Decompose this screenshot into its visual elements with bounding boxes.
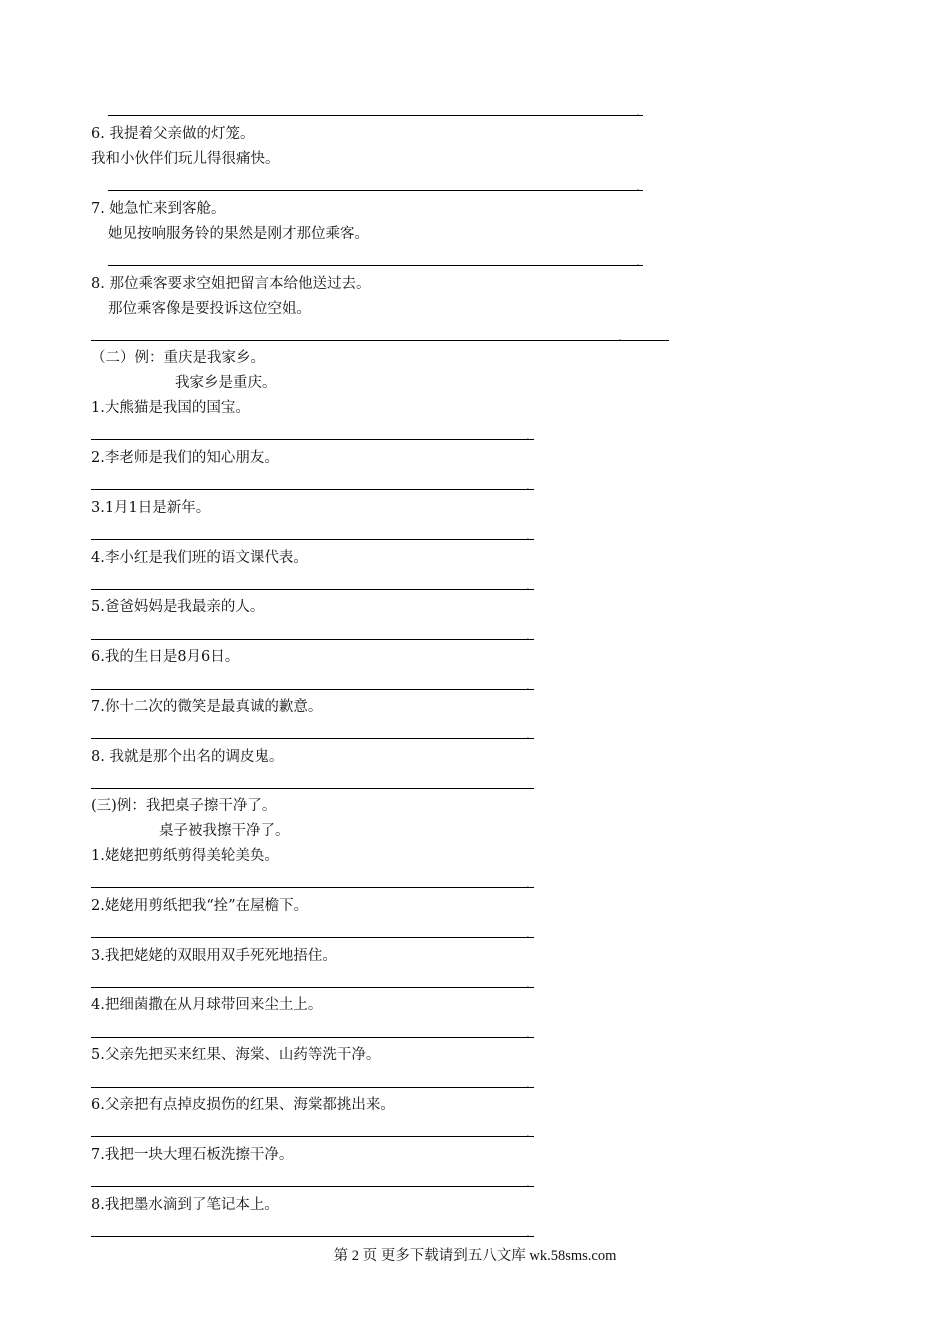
answer-period: .	[526, 1126, 530, 1140]
section-3-example-answer: 桌子被我擦干净了。	[159, 823, 290, 839]
section-2-item-8: 8. 我就是那个出名的调皮鬼。	[91, 749, 284, 765]
section-3-item-4: 4.把细菌撒在从月球带回来尘土上。	[91, 997, 323, 1013]
answer-period: .	[526, 1176, 530, 1190]
answer-line[interactable]	[91, 1236, 534, 1237]
answer-line[interactable]	[91, 589, 534, 590]
answer-period: .	[618, 330, 622, 344]
answer-period: .	[526, 1027, 530, 1041]
answer-period: .	[526, 679, 530, 693]
answer-period: .	[526, 977, 530, 991]
question-7-line2: 她见按响服务铃的果然是刚才那位乘客。	[108, 226, 369, 242]
answer-line[interactable]	[108, 115, 643, 116]
section-2-example: （二）例：重庆是我家乡。	[91, 350, 265, 366]
answer-period: .	[526, 927, 530, 941]
section-3-item-8: 8.我把墨水滴到了笔记本上。	[91, 1197, 279, 1213]
answer-period: .	[636, 105, 640, 119]
answer-period: .	[526, 429, 530, 443]
answer-period: .	[526, 1226, 530, 1240]
answer-line[interactable]	[91, 788, 534, 789]
question-6-line2: 我和小伙伴们玩儿得很痛快。	[91, 151, 280, 167]
answer-line[interactable]	[91, 439, 534, 440]
answer-line[interactable]	[91, 987, 534, 988]
answer-line[interactable]	[91, 340, 669, 341]
section-3-item-6: 6.父亲把有点掉皮损伤的红果、海棠都挑出来。	[91, 1097, 395, 1113]
answer-period: .	[636, 255, 640, 269]
question-8-line2: 那位乘客像是要投诉这位空姐。	[108, 301, 311, 317]
answer-period: .	[526, 479, 530, 493]
section-2-item-1: 1.大熊猫是我国的国宝。	[91, 400, 250, 416]
section-2-example-answer: 我家乡是重庆。	[175, 375, 277, 391]
answer-line[interactable]	[108, 190, 643, 191]
section-2-item-7: 7.你十二次的微笑是最真诚的歉意。	[91, 699, 323, 715]
answer-line[interactable]	[91, 639, 534, 640]
section-2-item-5: 5.爸爸妈妈是我最亲的人。	[91, 599, 265, 615]
section-3-item-3: 3.我把姥姥的双眼用双手死死地捂住。	[91, 948, 337, 964]
section-3-item-1: 1.姥姥把剪纸剪得美轮美奂。	[91, 848, 279, 864]
answer-period: .	[526, 877, 530, 891]
answer-period: .	[526, 1077, 530, 1091]
answer-line[interactable]	[91, 539, 534, 540]
section-3-item-7: 7.我把一块大理石板洗擦干净。	[91, 1147, 294, 1163]
question-8-line1: 8. 那位乘客要求空姐把留言本给他送过去。	[91, 276, 371, 292]
answer-line[interactable]	[91, 738, 534, 739]
answer-line[interactable]	[91, 689, 534, 690]
question-6-line1: 6. 我提着父亲做的灯笼。	[91, 126, 255, 142]
section-2-item-6: 6.我的生日是8月6日。	[91, 649, 240, 665]
answer-line[interactable]	[108, 265, 643, 266]
answer-line[interactable]	[91, 1186, 534, 1187]
section-3-item-2: 2.姥姥用剪纸把我“拴”在屋檐下。	[91, 898, 309, 914]
page-footer: 第 2 页 更多下载请到五八文库 wk.58sms.com	[333, 1248, 617, 1264]
answer-line[interactable]	[91, 1087, 534, 1088]
question-7-line1: 7. 她急忙来到客舱。	[91, 201, 226, 217]
answer-period: .	[526, 629, 530, 643]
answer-period: .	[526, 579, 530, 593]
section-3-example: (三)例：我把桌子擦干净了。	[91, 798, 277, 814]
answer-line[interactable]	[91, 1037, 534, 1038]
section-2-item-2: 2.李老师是我们的知心朋友。	[91, 450, 279, 466]
section-3-item-5: 5.父亲先把买来红果、海棠、山药等洗干净。	[91, 1047, 381, 1063]
section-2-item-3: 3.1月1日是新年。	[91, 500, 211, 516]
answer-line[interactable]	[91, 887, 534, 888]
section-2-item-4: 4.李小红是我们班的语文课代表。	[91, 550, 308, 566]
answer-period: .	[526, 728, 530, 742]
answer-line[interactable]	[91, 1136, 534, 1137]
answer-period: .	[636, 180, 640, 194]
answer-period: .	[526, 529, 530, 543]
answer-line[interactable]	[91, 937, 534, 938]
answer-line[interactable]	[91, 489, 534, 490]
